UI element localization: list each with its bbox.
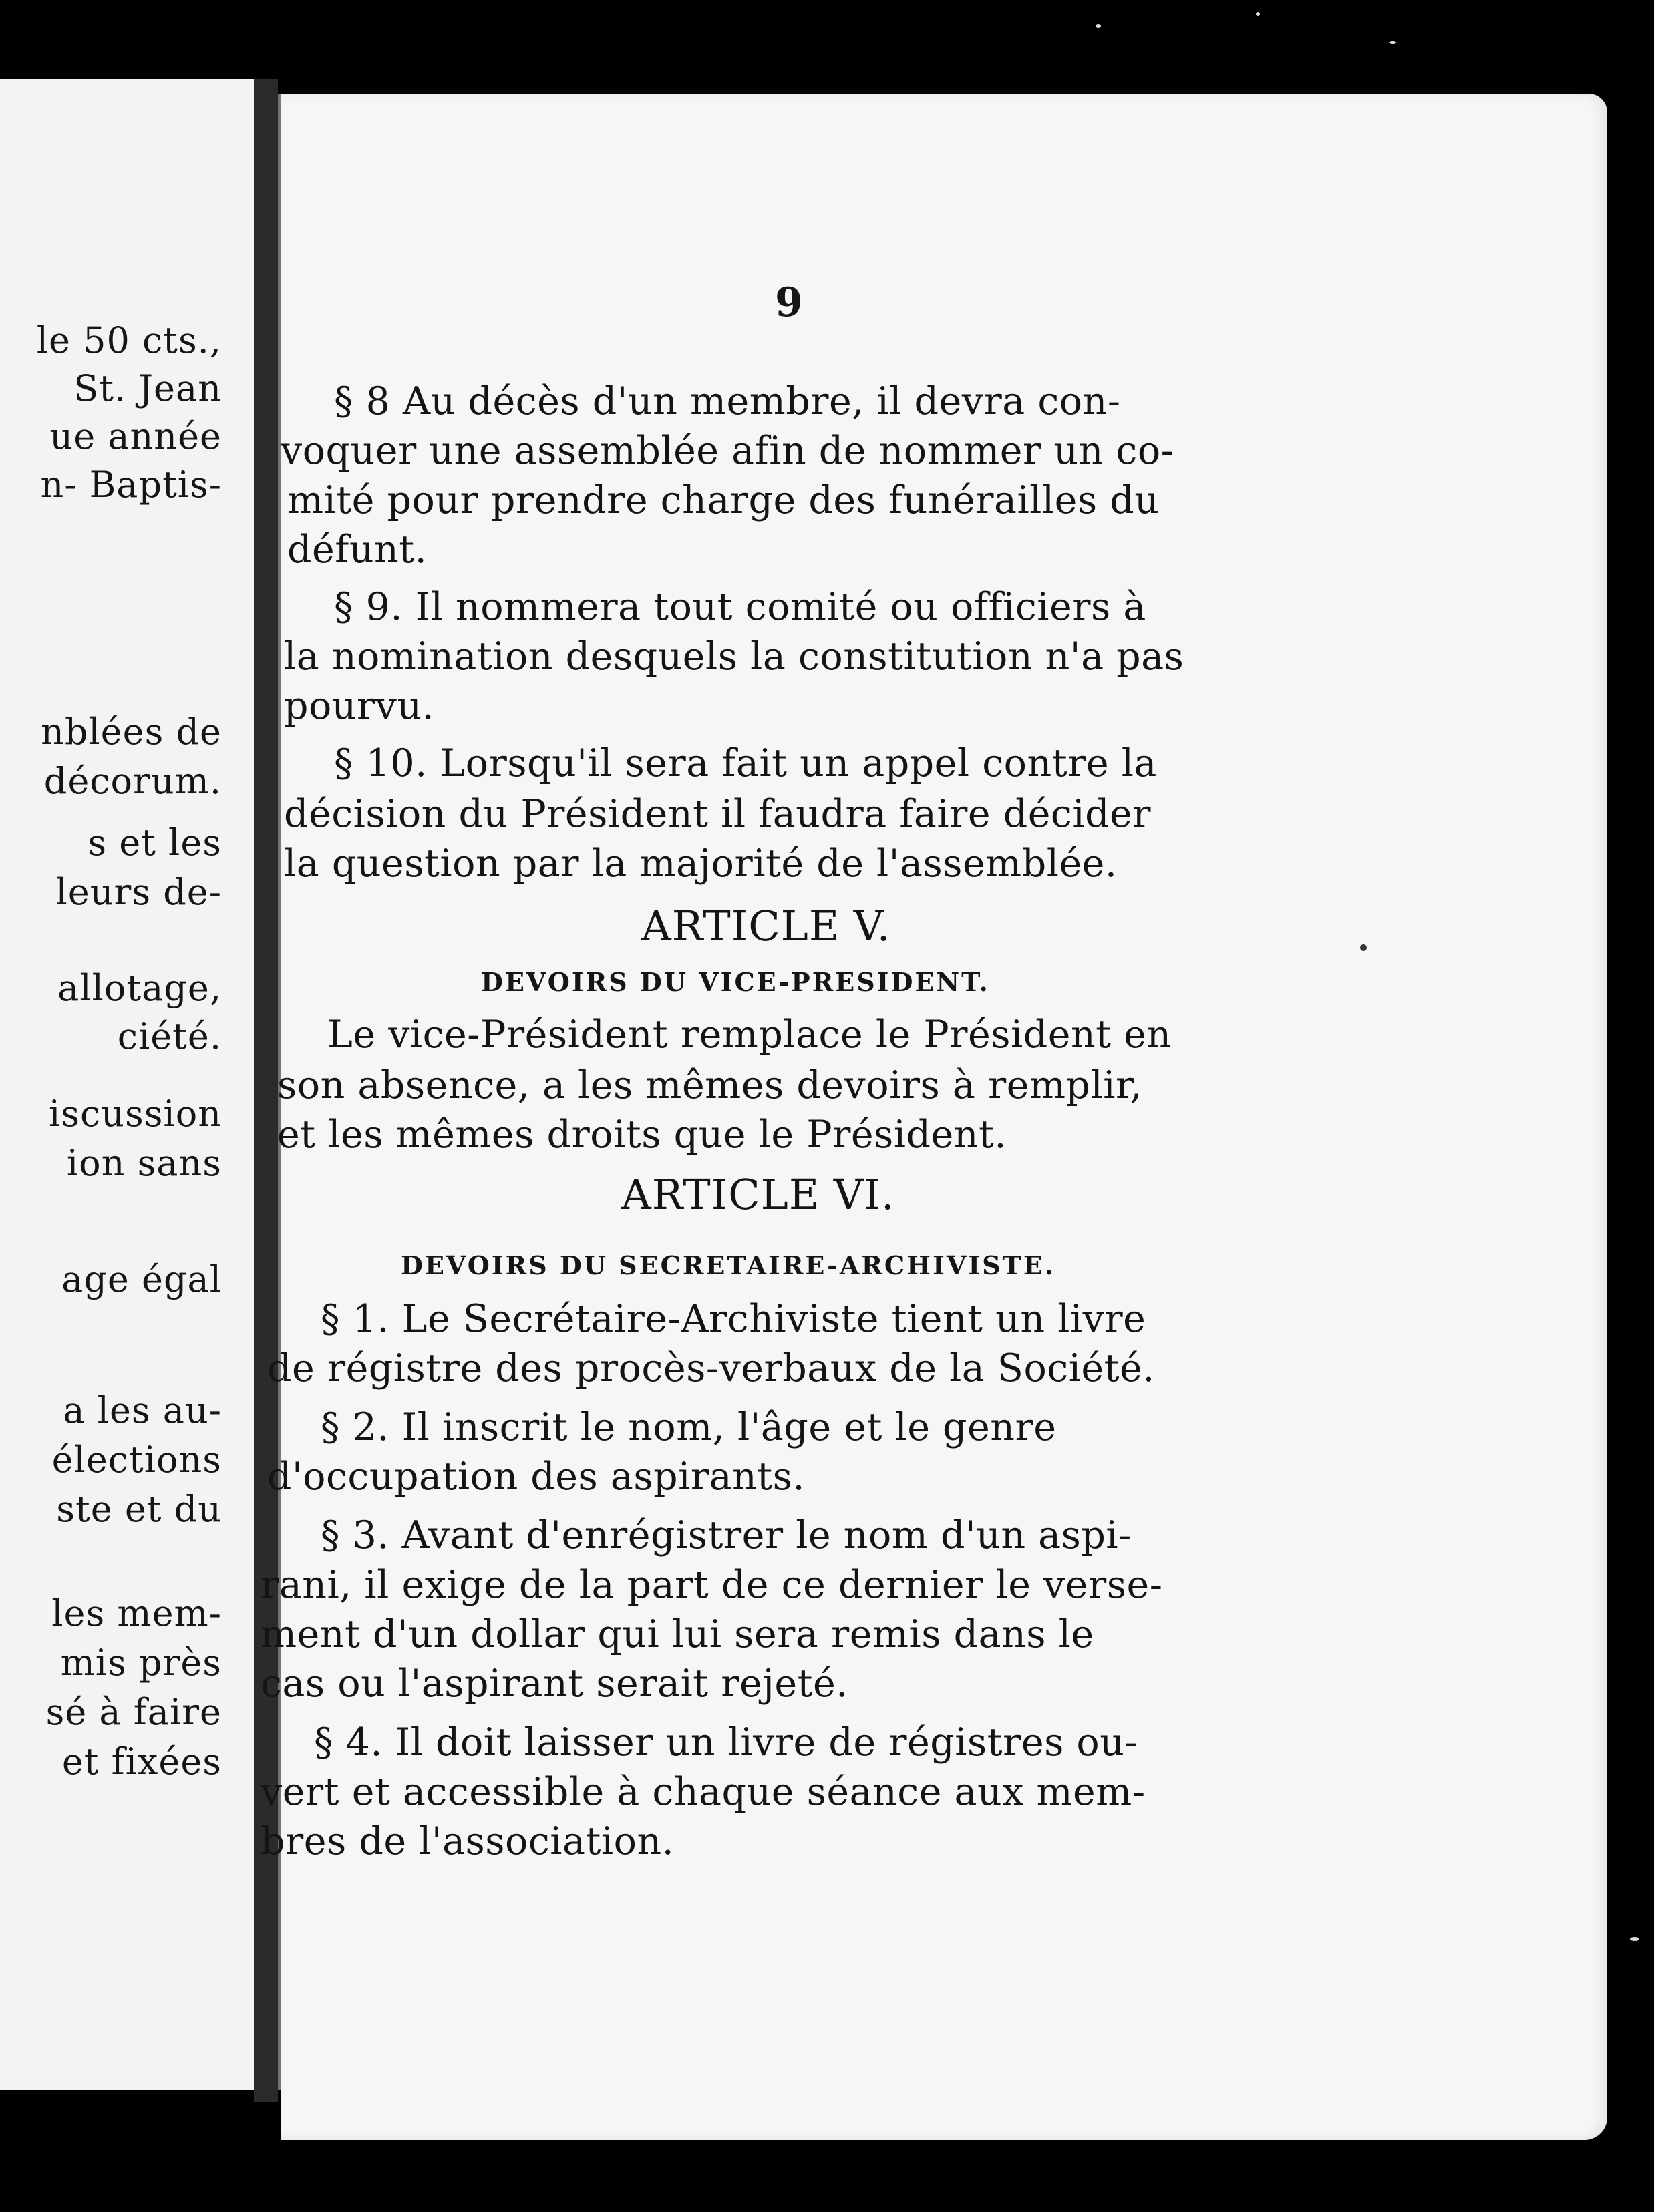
paragraph-line: de régistre des procès-verbaux de la Société. <box>267 1346 1155 1391</box>
left-page-line: St. Jean <box>73 367 222 409</box>
left-page-line: mis près <box>60 1642 222 1684</box>
left-page-line: allotage, <box>57 967 222 1009</box>
article-v-heading: ARTICLE V. <box>641 902 891 950</box>
dust-speck <box>1360 944 1367 951</box>
paragraph-line: vert et accessible à chaque séance aux mem- <box>261 1770 1146 1814</box>
paragraph-line: ment d'un dollar qui lui sera remis dans le <box>261 1612 1094 1656</box>
dust-speck <box>1096 24 1101 28</box>
article-vi-heading: ARTICLE VI. <box>621 1170 895 1219</box>
paragraph-line: Le vice-Président remplace le Président en <box>327 1012 1172 1057</box>
left-page-line: ion sans <box>66 1142 222 1184</box>
paragraph-line: d'occupation des aspirants. <box>267 1455 806 1499</box>
left-page-line: ue année <box>49 415 222 457</box>
dust-speck <box>1389 41 1396 44</box>
left-page-line: et fixées <box>61 1740 222 1783</box>
left-page-line: ciété. <box>117 1015 222 1057</box>
paragraph-line: la nomination desquels la constitution n'a pas <box>284 634 1184 679</box>
left-page-line: élections <box>51 1439 222 1481</box>
paragraph-line: cas ou l'aspirant serait rejeté. <box>261 1662 848 1706</box>
left-page-line: nblées de <box>41 711 222 753</box>
paragraph-line: rani, il exige de la part de ce dernier le verse- <box>261 1563 1163 1607</box>
paragraph-line: § 4. Il doit laisser un livre de régistres ou- <box>314 1720 1138 1765</box>
paragraph-line: § 8 Au décès d'un membre, il devra con- <box>334 379 1121 423</box>
article-vi-subheading: DEVOIRS DU SECRETAIRE-ARCHIVISTE. <box>401 1250 1056 1280</box>
dust-speck <box>1630 1937 1639 1941</box>
left-page-line: leurs de- <box>55 871 222 913</box>
paragraph-line: voquer une assemblée afin de nommer un co- <box>281 429 1174 473</box>
left-page-line: n- Baptis- <box>40 464 222 506</box>
left-page-line: ste et du <box>56 1488 222 1530</box>
paragraph-line: décision du Président il faudra faire décider <box>284 792 1152 836</box>
left-page-line: sé à faire <box>45 1691 222 1733</box>
paragraph-line: et les mêmes droits que le Président. <box>277 1113 1007 1157</box>
left-page-line: s et les <box>88 821 222 864</box>
paragraph-line: mité pour prendre charge des funérailles du <box>287 478 1160 522</box>
page-number: 9 <box>775 279 803 326</box>
paragraph-line: la question par la majorité de l'assemblée. <box>284 842 1118 886</box>
paragraph-line: son absence, a les mêmes devoirs à remplir, <box>277 1063 1143 1107</box>
paragraph-line: pourvu. <box>284 684 435 728</box>
left-page-line: iscussion <box>49 1093 222 1135</box>
paragraph-line: § 3. Avant d'enrégistrer le nom d'un aspi- <box>321 1513 1132 1557</box>
dust-speck <box>1256 12 1260 16</box>
paragraph-line: défunt. <box>287 528 428 572</box>
left-page-line: les mem- <box>51 1592 222 1634</box>
left-facing-page <box>0 79 262 2090</box>
paragraph-line: § 9. Il nommera tout comité ou officiers à <box>334 585 1146 629</box>
left-page-line: décorum. <box>43 760 222 802</box>
article-v-subheading: DEVOIRS DU VICE-PRESIDENT. <box>481 967 990 997</box>
paragraph-line: § 10. Lorsqu'il sera fait un appel contre la <box>334 741 1157 785</box>
left-page-line: age égal <box>61 1258 222 1300</box>
left-page-line: a les au- <box>63 1389 222 1431</box>
paragraph-line: § 2. Il inscrit le nom, l'âge et le genre <box>321 1405 1057 1449</box>
paragraph-line: bres de l'association. <box>261 1819 675 1863</box>
left-page-line: le 50 cts., <box>36 319 222 361</box>
paragraph-line: § 1. Le Secrétaire-Archiviste tient un livre <box>321 1297 1146 1341</box>
